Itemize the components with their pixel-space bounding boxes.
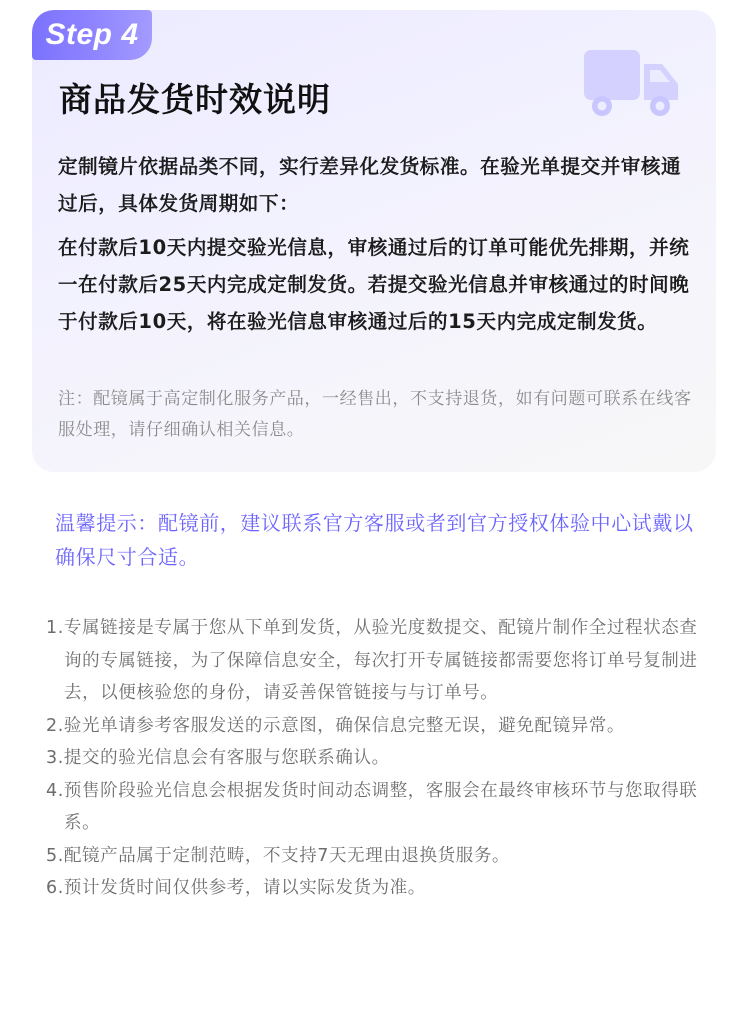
list-item: 4.预售阶段验光信息会根据发货时间动态调整，客服会在最终审核环节与您取得联系。 (46, 780, 698, 833)
list-item: 6.预计发货时间仅供参考，请以实际发货为准。 (46, 878, 426, 898)
shipping-info-card (32, 10, 716, 472)
notice-list (46, 612, 706, 905)
list-item: 1.专属链接是专属于您从下单到发货，从验光度数提交、配镜片制作全过程状态查询的专属链接，为了保障信息安全，每次打开专属链接都需要您将订单号复制进去，以便核验您的身份，请妥善保管链接与与订单号。 (46, 618, 698, 703)
step-label: Step 4 (45, 18, 139, 51)
warm-tip: 温馨提示：配镜前，建议联系官方客服或者到官方授权体验中心试戴以确保尺寸合适。 (55, 511, 694, 569)
intro-paragraph: 定制镜片依据品类不同，实行差异化发货标准。在验光单提交并审核通过后，具体发货周期如下： (58, 155, 682, 215)
page-title: 商品发货时效说明 (59, 80, 331, 119)
truck-icon (584, 44, 680, 124)
list-item: 3.提交的验光信息会有客服与您联系确认。 (46, 748, 390, 768)
list-item: 5.配镜产品属于定制范畴，不支持7天无理由退换货服务。 (46, 845, 511, 866)
return-policy-note: 注：配镜属于高定制化服务产品，一经售出，不支持退货，如有问题可联系在线客服处理，请仔细确认相关信息。 (58, 389, 692, 440)
step-badge (32, 10, 152, 60)
schedule-paragraph: 在付款后10天内提交验光信息，审核通过后的订单可能优先排期，并统一在付款后25天内完成定制发货。若提交验光信息并审核通过的时间晚于付款后10天，将在验光信息审核通过后的15天内完成定制发货。 (58, 236, 690, 333)
list-item: 2.验光单请参考客服发送的示意图，确保信息完整无误，避免配镜异常。 (46, 715, 625, 736)
